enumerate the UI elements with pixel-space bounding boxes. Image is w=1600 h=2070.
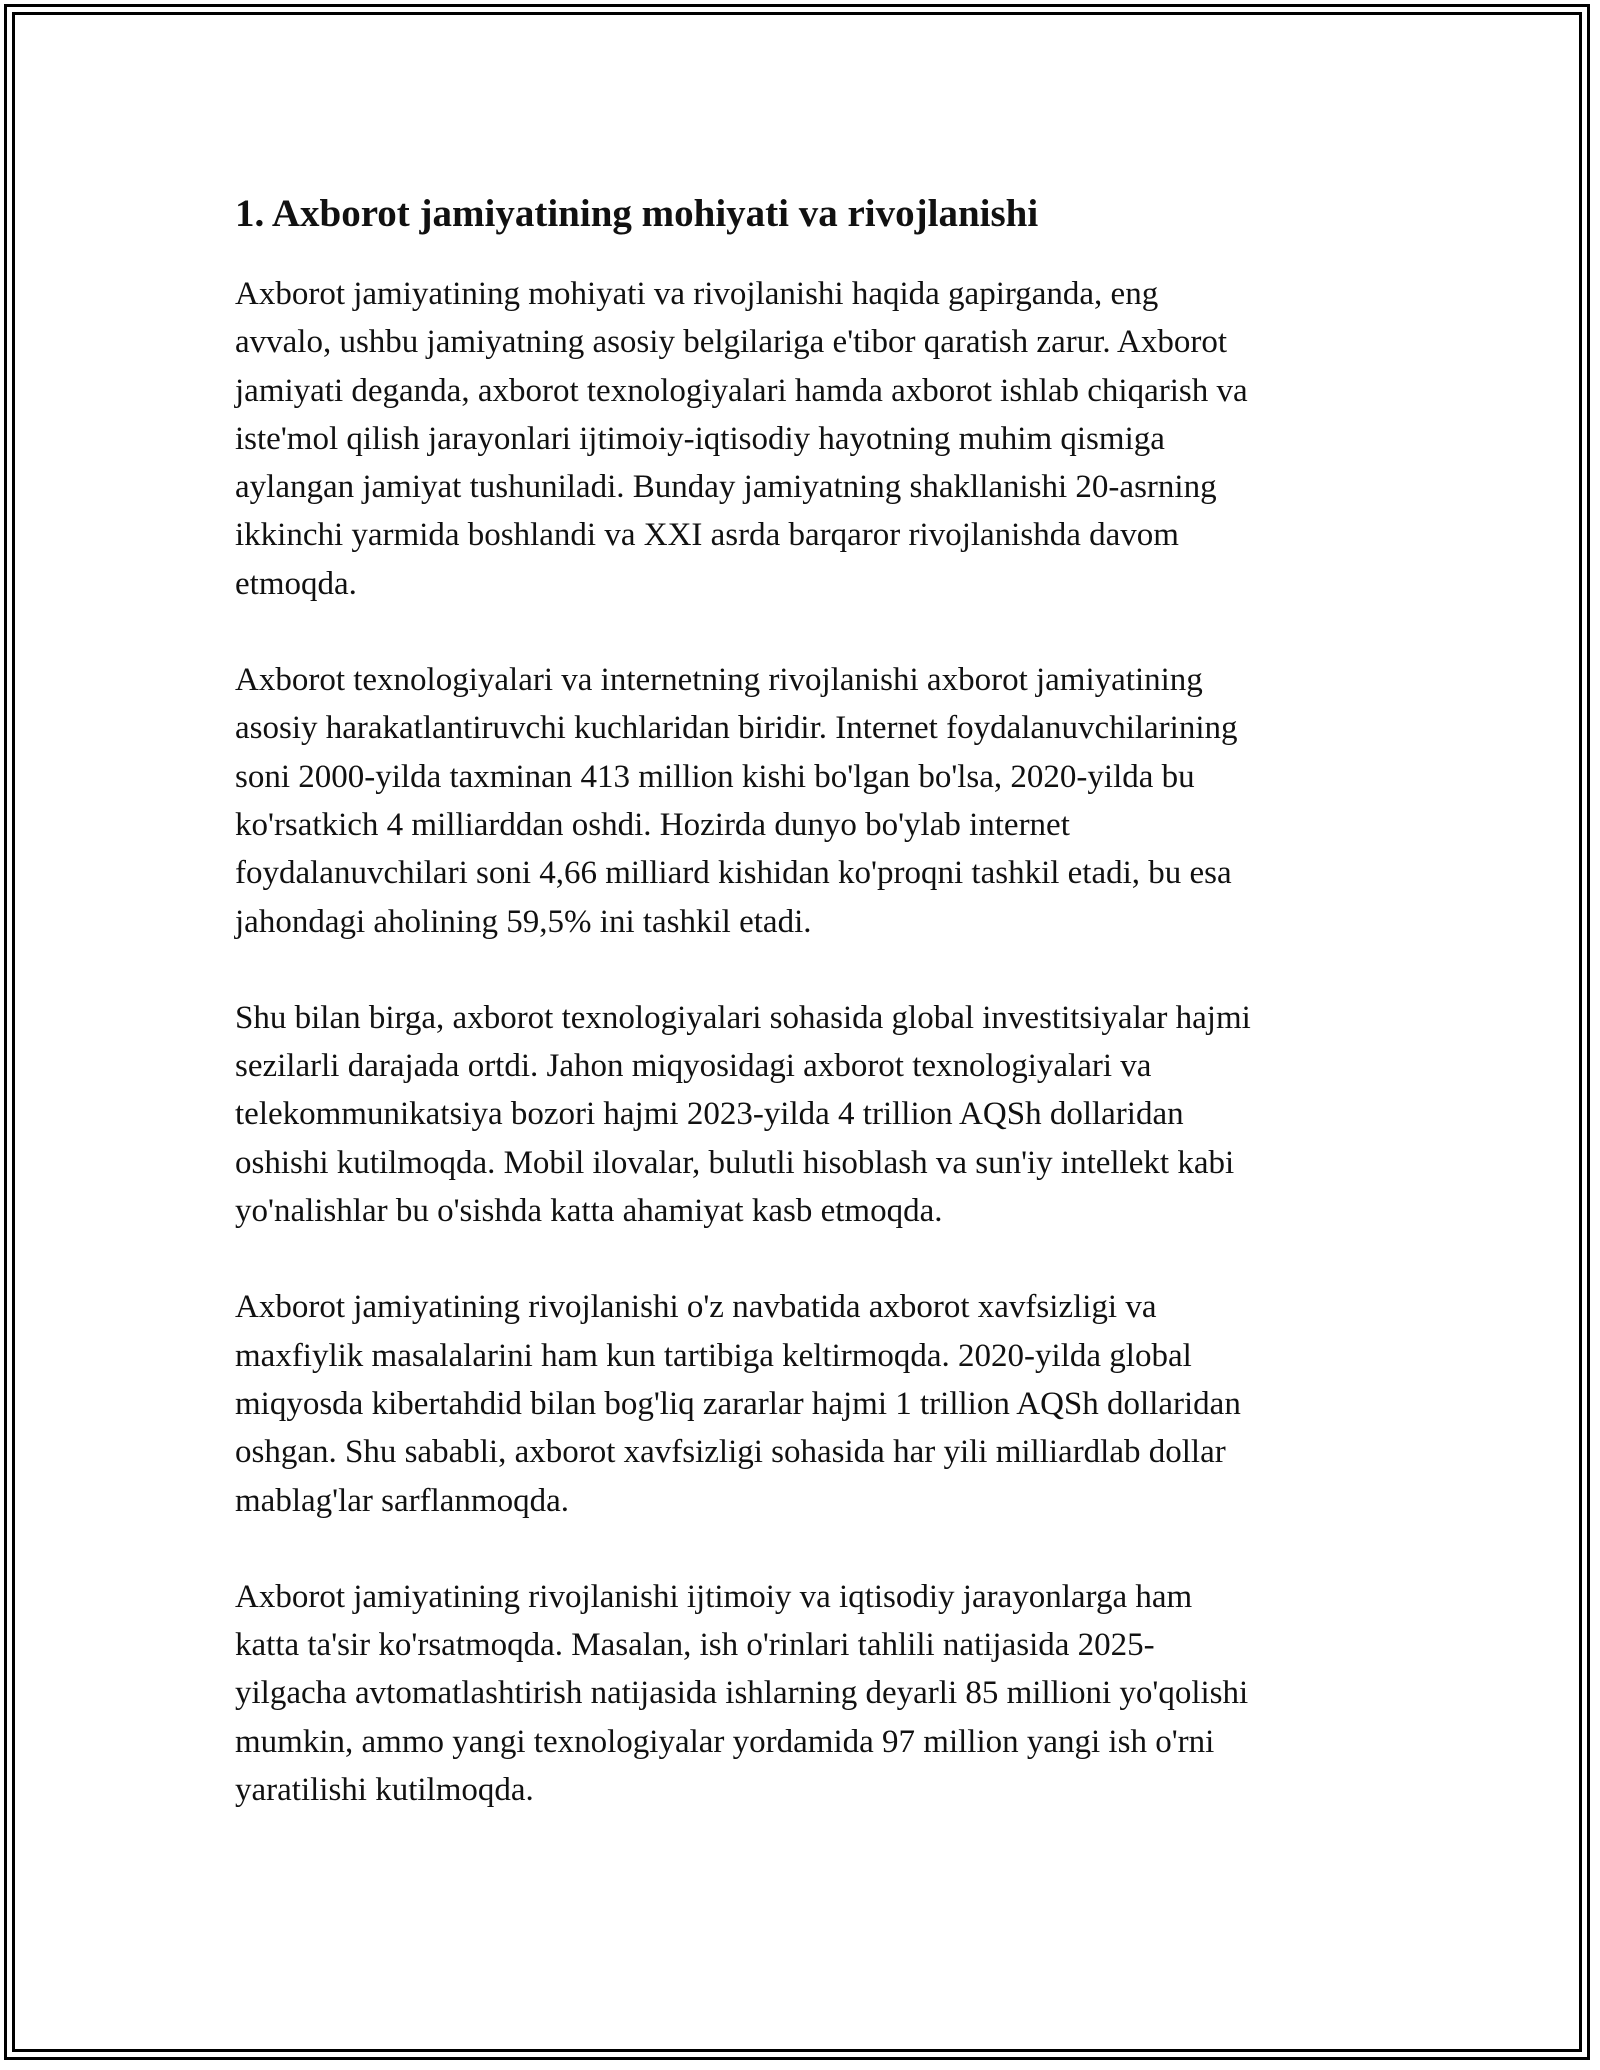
document-body — [235, 186, 1375, 1862]
paragraphs-container — [235, 270, 1375, 1814]
paragraph-line: mablag'lar sarflanmoqda. — [235, 1482, 569, 1519]
paragraph-line: katta ta'sir ko'rsatmoqda. Masalan, ish o'rinlari tahlili natijasida 2025- — [235, 1627, 1155, 1664]
section-title: 1. Axborot jamiyatining mohiyati va rivojlanishi — [235, 192, 1039, 235]
paragraph-line: sezilarli darajada ortdi. Jahon miqyosidagi axborot texnologiyalari va — [235, 1048, 1152, 1085]
paragraph-line: mumkin, ammo yangi texnologiyalar yordamida 97 million yangi ish o'rni — [235, 1723, 1215, 1760]
paragraph-line: Axborot texnologiyalari va internetning rivojlanishi axborot jamiyatining — [235, 662, 1203, 699]
paragraph — [235, 994, 1375, 1235]
paragraph-line: yilgacha avtomatlashtirish natijasida ishlarning deyarli 85 millioni yo'qolishi — [235, 1675, 1249, 1712]
paragraph — [235, 1573, 1375, 1814]
paragraph-line: avvalo, ushbu jamiyatning asosiy belgilariga e'tibor qaratish zarur. Axborot — [235, 324, 1228, 361]
paragraph — [235, 656, 1375, 946]
paragraph-line: jamiyati deganda, axborot texnologiyalari hamda axborot ishlab chiqarish va — [235, 372, 1248, 409]
paragraph-line: aylangan jamiyat tushuniladi. Bunday jamiyatning shakllanishi 20-asrning — [235, 469, 1217, 506]
paragraph — [235, 270, 1375, 608]
paragraph-line: iste'mol qilish jarayonlari ijtimoiy-iqtisodiy hayotning muhim qismiga — [235, 420, 1165, 457]
paragraph-line: oshgan. Shu sababli, axborot xavfsizligi sohasida har yili milliardlab dollar — [235, 1434, 1226, 1471]
paragraph-line: asosiy harakatlantiruvchi kuchlaridan biridir. Internet foydalanuvchilarining — [235, 710, 1238, 747]
paragraph — [235, 1283, 1375, 1524]
paragraph-line: foydalanuvchilari soni 4,66 milliard kishidan ko'proqni tashkil etadi, bu esa — [235, 855, 1232, 892]
paragraph-line: Axborot jamiyatining mohiyati va rivojlanishi haqida gapirganda, eng — [235, 276, 1159, 312]
paragraph-line: maxfiylik masalalarini ham kun tartibiga keltirmoqda. 2020-yilda global — [235, 1337, 1192, 1374]
paragraph-line: Axborot jamiyatining rivojlanishi ijtimoiy va iqtisodiy jarayonlarga ham — [235, 1578, 1193, 1615]
paragraph-line: etmoqda. — [235, 565, 357, 602]
paragraph-line: miqyosda kibertahdid bilan bog'liq zararlar hajmi 1 trillion AQSh dollaridan — [235, 1385, 1241, 1422]
paragraph-line: telekommunikatsiya bozori hajmi 2023-yilda 4 trillion AQSh dollaridan — [235, 1096, 1184, 1133]
paragraph-line: Axborot jamiyatining rivojlanishi o'z navbatida axborot xavfsizligi va — [235, 1289, 1157, 1326]
paragraph-line: Shu bilan birga, axborot texnologiyalari sohasida global investitsiyalar hajmi — [235, 999, 1251, 1036]
paragraph-line: yaratilishi kutilmoqda. — [235, 1772, 534, 1809]
paragraph-line: yo'nalishlar bu o'sishda katta ahamiyat kasb etmoqda. — [235, 1193, 943, 1230]
paragraph-line: ikkinchi yarmida boshlandi va XXI asrda barqaror rivojlanishda davom — [235, 517, 1179, 554]
paragraph-line: ko'rsatkich 4 milliarddan oshdi. Hozirda dunyo bo'ylab internet — [235, 806, 1070, 843]
paragraph-line: jahondagi aholining 59,5% ini tashkil etadi. — [235, 903, 812, 940]
paragraph-line: soni 2000-yilda taxminan 413 million kishi bo'lgan bo'lsa, 2020-yilda bu — [235, 758, 1195, 795]
paragraph-line: oshishi kutilmoqda. Mobil ilovalar, bulutli hisoblash va sun'iy intellekt kabi — [235, 1144, 1235, 1181]
